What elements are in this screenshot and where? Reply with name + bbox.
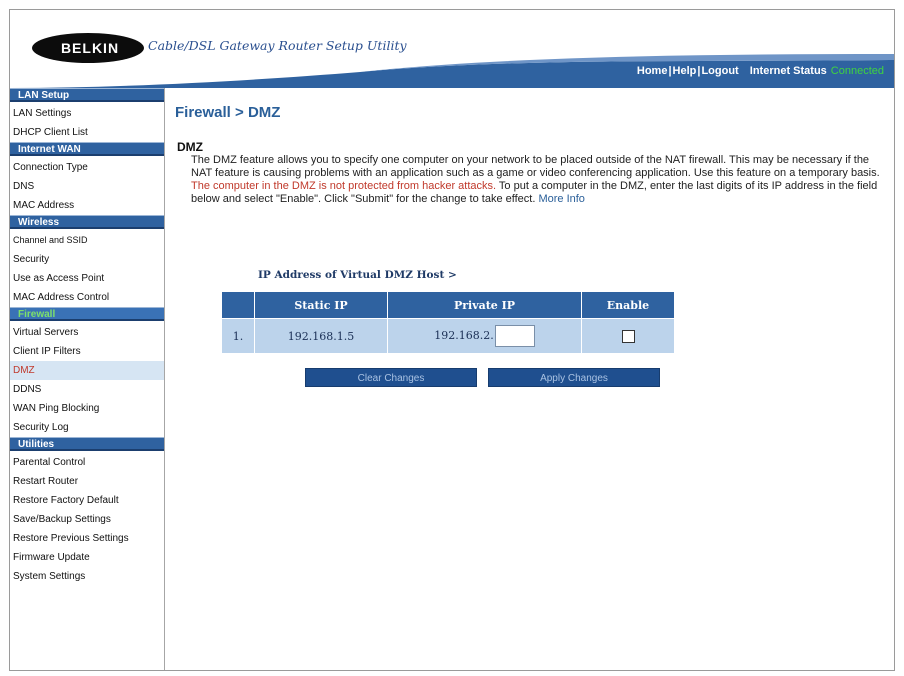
desc-warning: The computer in the DMZ is not protected from hacker attacks.	[191, 180, 497, 192]
section-heading: DMZ	[177, 140, 203, 154]
column-header-num	[222, 292, 254, 318]
router-setup-window	[9, 9, 895, 671]
header	[10, 10, 894, 88]
sidebar-item-security-log[interactable]: Security Log	[13, 422, 69, 433]
sidebar-item-mac-address[interactable]: MAC Address	[13, 200, 75, 211]
nav-separator: |	[668, 65, 672, 77]
internet-status-label: Internet Status	[749, 65, 827, 77]
dmz-host-label: IP Address of Virtual DMZ Host >	[258, 269, 457, 281]
sidebar-section-internet-wan[interactable]: Internet WAN	[10, 142, 164, 156]
column-header-static-ip: Static IP	[255, 292, 387, 318]
nav-separator: |	[697, 65, 701, 77]
apply-changes-button[interactable]: Apply Changes	[488, 368, 660, 387]
table-header-row	[222, 292, 674, 318]
private-ip-prefix: 192.168.2.	[434, 329, 494, 342]
sidebar-section-firewall[interactable]: Firewall	[10, 307, 164, 321]
sidebar-item-firmware-update[interactable]: Firmware Update	[13, 552, 90, 563]
sidebar-item-restore-factory[interactable]: Restore Factory Default	[13, 495, 119, 506]
sidebar-item-dhcp-client-list[interactable]: DHCP Client List	[13, 127, 88, 138]
sidebar-item-client-ip-filters[interactable]: Client IP Filters	[13, 346, 81, 357]
static-ip-value: 192.168.1.5	[255, 319, 387, 353]
app-tagline: Cable/DSL Gateway Router Setup Utility	[148, 38, 407, 53]
column-header-private-ip: Private IP	[388, 292, 581, 318]
sidebar-section-wireless[interactable]: Wireless	[10, 215, 164, 229]
help-link[interactable]: Help	[672, 65, 697, 77]
top-nav	[637, 65, 884, 77]
table-row	[222, 319, 674, 353]
sidebar-section-utilities[interactable]: Utilities	[10, 437, 164, 451]
dmz-table	[221, 291, 675, 354]
clear-changes-button[interactable]: Clear Changes	[305, 368, 477, 387]
sidebar-item-mac-address-control[interactable]: MAC Address Control	[13, 292, 110, 303]
sidebar-item-virtual-servers[interactable]: Virtual Servers	[13, 327, 79, 338]
row-number: 1.	[222, 319, 254, 353]
page-title: Firewall > DMZ	[175, 104, 281, 121]
sidebar-item-connection-type[interactable]: Connection Type	[13, 162, 88, 173]
sidebar-item-security[interactable]: Security	[13, 254, 50, 265]
internet-status-value: Connected	[830, 65, 884, 77]
private-ip-last-octet-input[interactable]	[495, 325, 535, 347]
sidebar-item-restore-previous[interactable]: Restore Previous Settings	[13, 533, 129, 544]
sidebar-item-dmz[interactable]: DMZ	[10, 361, 164, 380]
sidebar	[10, 88, 165, 670]
sidebar-item-use-as-ap[interactable]: Use as Access Point	[13, 273, 105, 284]
private-ip-cell	[388, 319, 581, 353]
sidebar-item-restart-router[interactable]: Restart Router	[13, 476, 79, 487]
logo-text: BELKIN	[60, 40, 120, 56]
sidebar-item-wan-ping-blocking[interactable]: WAN Ping Blocking	[13, 403, 100, 414]
sidebar-item-ddns[interactable]: DDNS	[13, 384, 42, 395]
sidebar-item-system-settings[interactable]: System Settings	[13, 571, 86, 582]
sidebar-item-channel-ssid[interactable]: Channel and SSID	[13, 235, 88, 245]
logout-link[interactable]: Logout	[701, 65, 739, 77]
enable-cell	[582, 319, 674, 353]
desc-text: The DMZ feature allows you to specify one computer on your network to be placed outside of the NAT firewall. This may be necessary if the NAT feature is causing problems with an application such as a game or video conferencing application. Use this feature on a temporary basis.	[191, 154, 880, 179]
sidebar-item-dns[interactable]: DNS	[13, 181, 35, 192]
sidebar-section-lan-setup[interactable]: LAN Setup	[10, 88, 164, 102]
more-info-link[interactable]: More Info	[538, 193, 585, 205]
column-header-enable: Enable	[582, 292, 674, 318]
sidebar-item-save-backup[interactable]: Save/Backup Settings	[13, 514, 111, 525]
dmz-description	[191, 154, 885, 206]
sidebar-item-parental-control[interactable]: Parental Control	[13, 457, 86, 468]
sidebar-item-lan-settings[interactable]: LAN Settings	[13, 108, 72, 119]
enable-checkbox[interactable]	[622, 330, 635, 343]
desc-text-2: To put a computer in the DMZ, enter the last digits of its IP address in the field below and select "Enable". Click "Submit" for the change to take effect.	[191, 180, 878, 205]
home-link[interactable]: Home	[636, 65, 668, 77]
